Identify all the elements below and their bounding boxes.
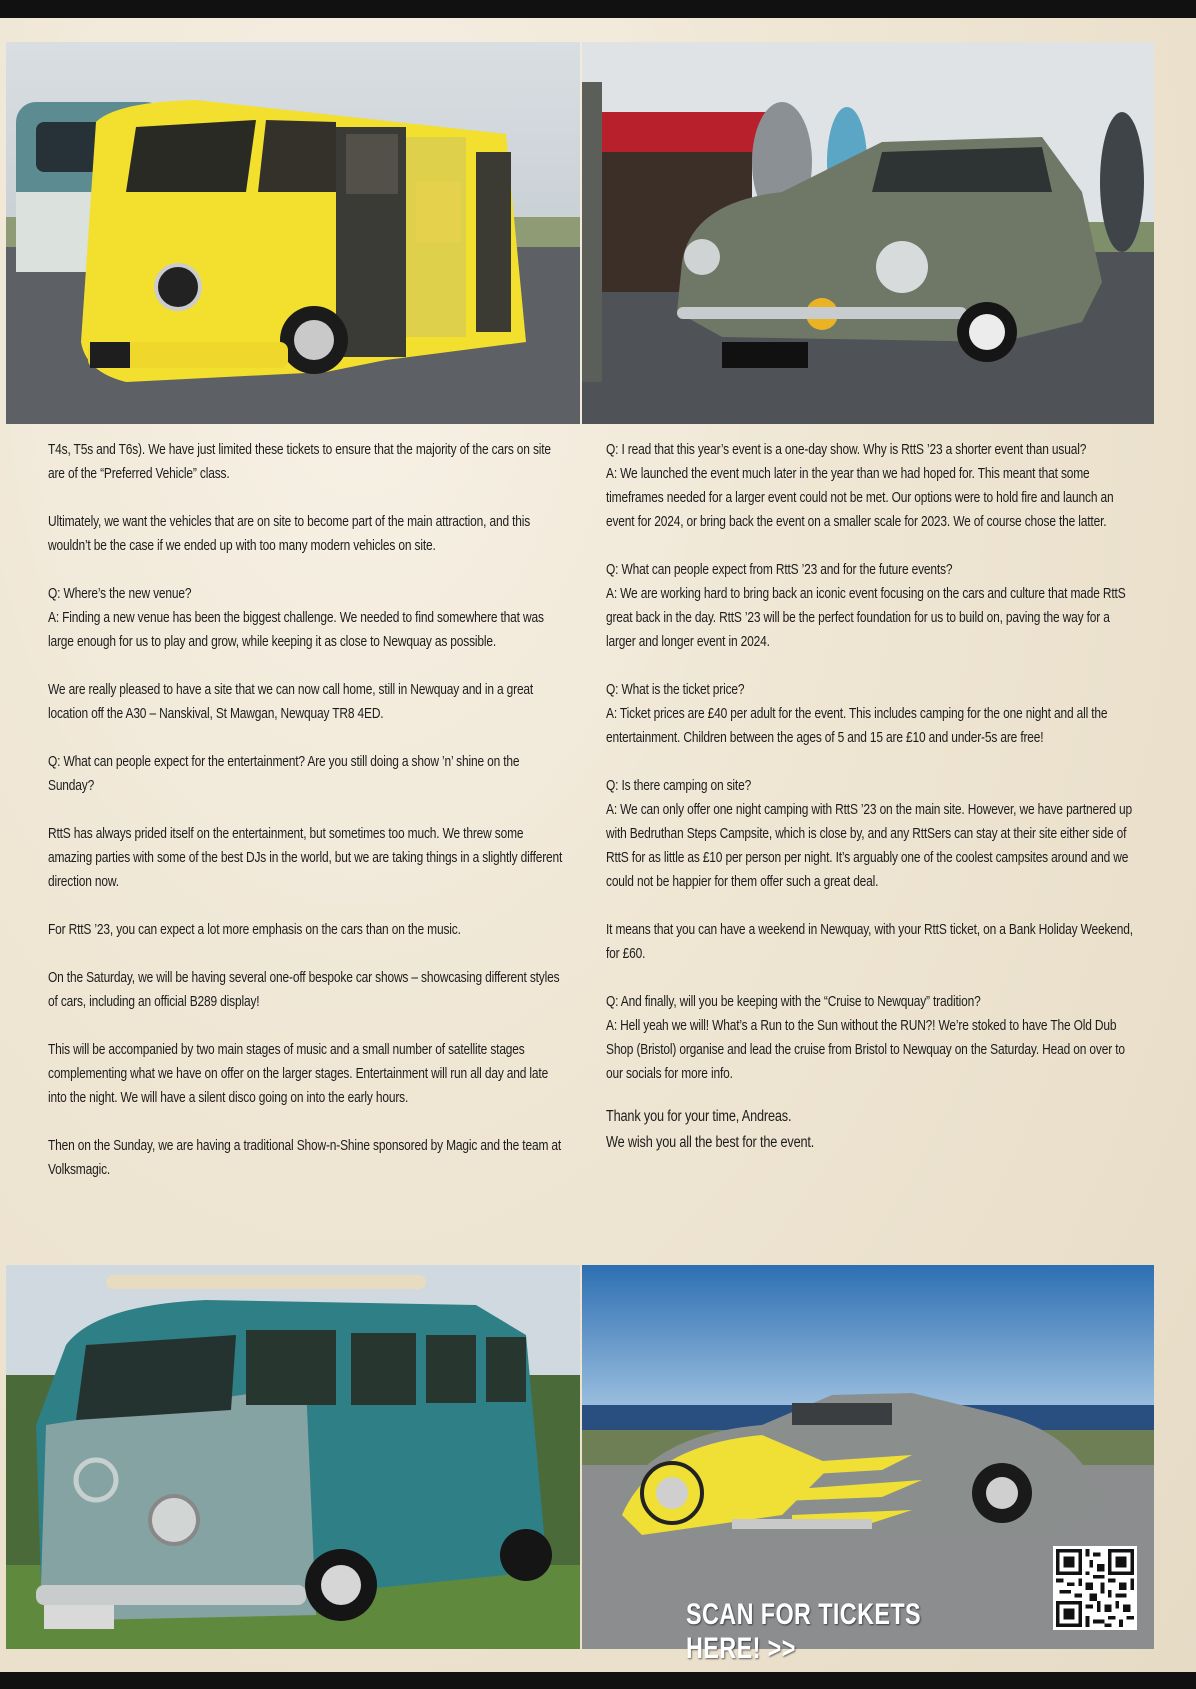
paragraph: On the Saturday, we will be having several one-off bespoke car shows – showcasing different styles of cars, including an official B289 display! <box>48 970 560 1010</box>
article-right-column <box>606 438 1136 1180</box>
article-left-column <box>48 438 566 1206</box>
top-border <box>0 0 1196 18</box>
qa-block: Q: Is there camping on site? A: We can only offer one night camping with RttS ’23 on the main site. However, we have partnered up with Bedruthan Steps Campsite, which is close by, and any RttSers can stay at their site either side of RttS for as little as £10 per person per night. It’s arguably one of the coolest campsites around and we could not be happier for them offer such a great deal. <box>606 778 1132 890</box>
paragraph: Then on the Sunday, we are having a traditional Show-n-Shine sponsored by Magic and the team at Volksmagic. <box>48 1138 562 1178</box>
bottom-border <box>0 1672 1196 1689</box>
signoff <box>606 1104 1136 1156</box>
photo-yellow-bus <box>6 42 580 424</box>
qa-block: Q: Where’s the new venue? A: Finding a new venue has been the biggest challenge. We needed to find somewhere that was large enough for us to play and grow, while keeping it as close to Newquay as possible. <box>48 586 544 650</box>
paragraph: RttS has always prided itself on the entertainment, but sometimes too much. We threw some amazing parties with some of the best DJs in the world, but we are taking things in a slightly different direction now. <box>48 826 563 890</box>
qa-block: Q: I read that this year’s event is a one-day show. Why is RttS ’23 a shorter event than usual? A: We launched the event much later in the year than we had hoped for. This meant that some timeframes needed for a larger event could not be met. Our options were to hold fire and launch an event for 2024, or bring back the event on a smaller scale for 2023. We of course chose the latter. <box>606 442 1114 530</box>
paragraph: This will be accompanied by two main stages of music and a small number of satellite stages complementing what we have on offer on the larger stages. Entertainment will run all day and late into the night. We will have a silent disco going on into the early hours. <box>48 1042 549 1106</box>
qr-code-icon[interactable] <box>1053 1546 1137 1630</box>
teal-split-screen-bus-icon <box>6 1265 580 1649</box>
qr-pattern <box>1056 1549 1134 1627</box>
photo-grey-squareback <box>582 42 1154 424</box>
question: Q: What can people expect for the entertainment? Are you still doing a show ’n’ shine on the Sunday? <box>48 754 520 794</box>
paragraph: We are really pleased to have a site that we can now call home, still in Newquay and in a great location off the A30 – Nanskival, St Mawgan, Newquay TR8 4ED. <box>48 682 534 722</box>
paragraph: It means that you can have a weekend in Newquay, with your RttS ticket, on a Bank Holiday Weekend, for £60. <box>606 922 1133 962</box>
photo-teal-bus <box>6 1265 580 1649</box>
qa-block: Q: What can people expect from RttS ’23 and for the future events? A: We are working hard to bring back an iconic event focusing on the cars and culture that made RttS great back in the day. RttS ’23 will be the perfect foundation for us to build on, paving the way for a larger and longer event in 2024. <box>606 562 1126 650</box>
signoff-line-2: We wish you all the best for the event. <box>606 1134 815 1151</box>
paragraph: For RttS ’23, you can expect a lot more emphasis on the cars than on the music. <box>48 922 461 938</box>
paragraph: T4s, T5s and T6s). We have just limited these tickets to ensure that the majority of the cars on site are of the “Preferred Vehicle” class. <box>48 442 551 482</box>
qa-block: Q: What is the ticket price? A: Ticket prices are £40 per adult for the event. This includes camping for the one night and all the entertainment. Children between the ages of 5 and 15 are £10 and under-5s are free! <box>606 682 1108 746</box>
scan-for-tickets-label: SCAN FOR TICKETS HERE! >> <box>686 1598 922 1665</box>
grey-type3-squareback-icon <box>582 42 1154 424</box>
paragraph: Ultimately, we want the vehicles that are on site to become part of the main attraction, and this wouldn’t be the case if we ended up with too many modern vehicles on site. <box>48 514 531 554</box>
qa-block: Q: And finally, will you be keeping with the “Cruise to Newquay” tradition? A: Hell yeah we will! What’s a Run to the Sun without the RUN?! We’re stoked to have The Old Dub Shop (Bristol) organise and lead the cruise from Bristol to Newquay on the Saturday. Head on over to our socials for more info. <box>606 994 1125 1082</box>
signoff-line-1: Thank you for your time, Andreas. <box>606 1108 792 1125</box>
yellow-split-screen-bus-icon <box>6 42 580 424</box>
